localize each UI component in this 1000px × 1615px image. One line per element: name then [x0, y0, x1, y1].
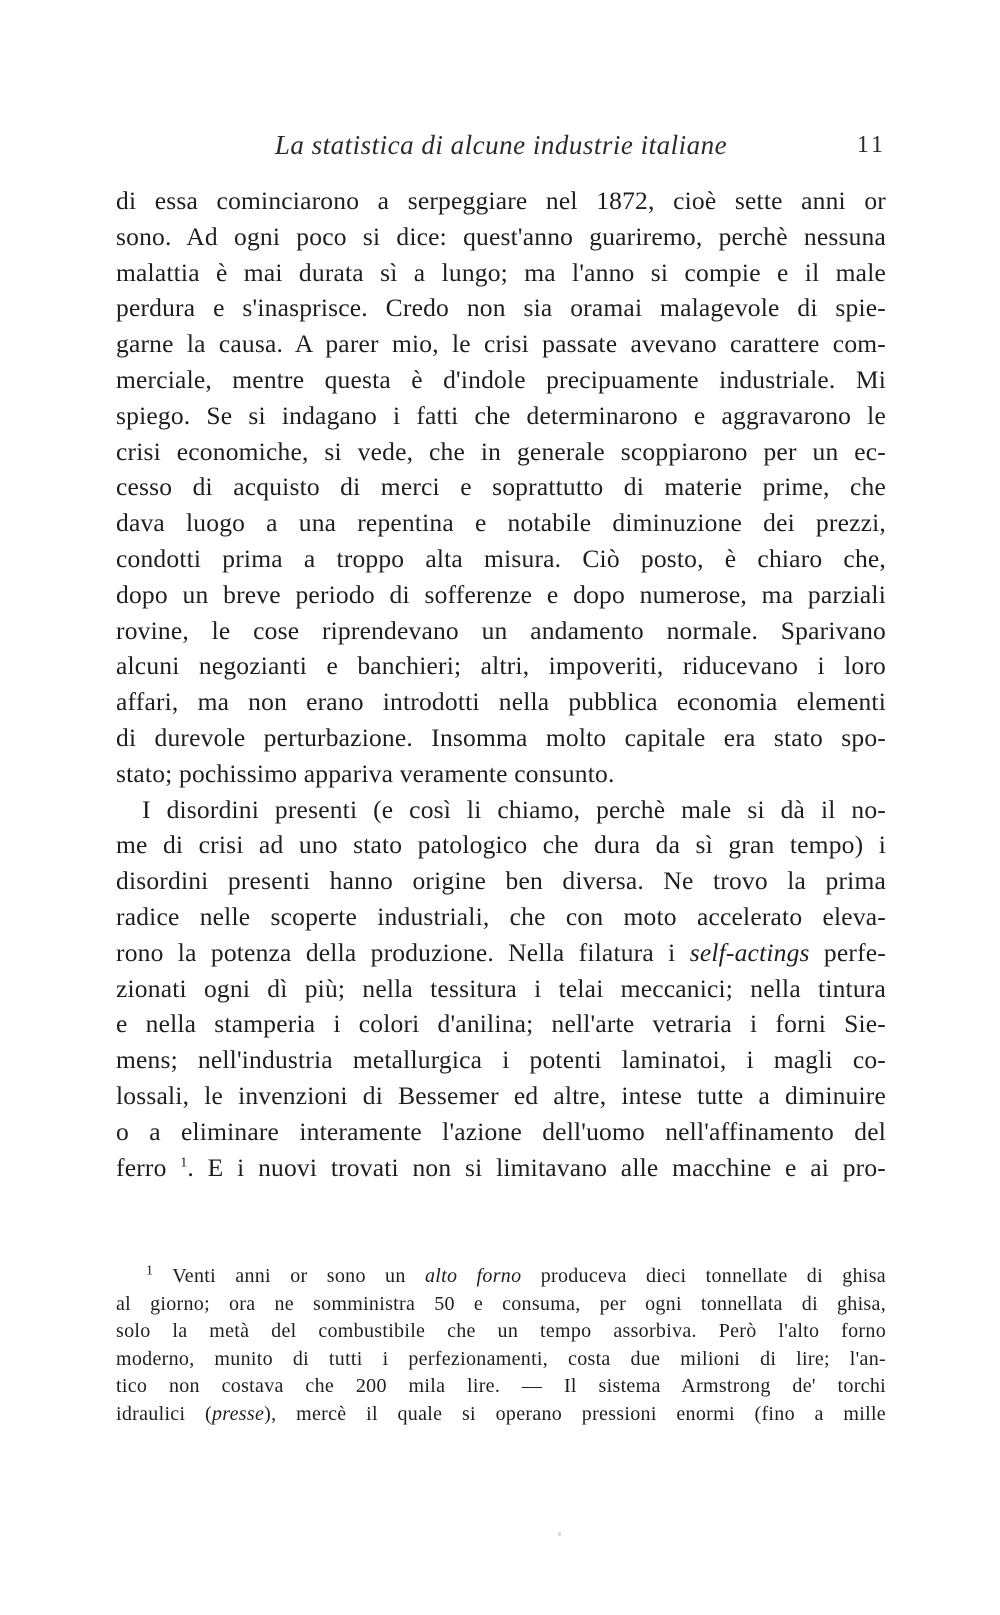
footnotes	[116, 1263, 886, 1429]
text-segment: rono la potenza della produzione. Nella filatura i	[116, 937, 690, 967]
text-line: mens; nell'industria metallurgica i potenti laminatoi, i magli co-	[116, 1045, 886, 1075]
text-line: crisi economiche, si vede, che in generale scoppiarono per un ec-	[116, 436, 886, 466]
text-segment: perfe-	[809, 937, 886, 967]
text-line: stato; pochissimo appariva veramente consunto.	[116, 758, 615, 788]
text-line: affari, ma non erano introdotti nella pubblica economia elementi	[116, 687, 886, 717]
text-line: disordini presenti hanno origine ben diversa. Ne trovo la prima	[116, 866, 886, 896]
text-line: spiego. Se si indagano i fatti che determinarono e aggravarono le	[116, 400, 886, 430]
running-title: La statistica di alcune industrie italiane	[274, 130, 728, 160]
text-segment: . E i nuovi trovati non si limitavano alle macchine e ai pro-	[187, 1152, 886, 1182]
footnote-line	[116, 1263, 886, 1291]
text-line: I disordini presenti (e così li chiamo, perchè male si dà il no-	[142, 794, 886, 824]
text-segment: idraulici (	[116, 1402, 212, 1425]
text-line: lossali, le invenzioni di Bessemer ed altre, intese tutte a diminuire	[116, 1080, 886, 1110]
footnote-line: al giorno; ora ne somministra 50 e consuma, per ogni tonnellata di ghisa,	[116, 1292, 886, 1315]
footnote-line	[116, 1401, 886, 1429]
text-line: dopo un breve periodo di sofferenze e dopo numerose, ma parziali	[116, 579, 886, 609]
text-line: condotti prima a troppo alta misura. Ciò posto, è chiaro che,	[116, 543, 886, 573]
text-line: garne la causa. A parer mio, le crisi passate avevano carattere com-	[116, 329, 886, 359]
footnote-line: solo la metà del combustibile che un tempo assorbiva. Però l'alto forno	[116, 1320, 886, 1343]
text-line: zionati ogni dì più; nella tessitura i telai meccanici; nella tintura	[116, 973, 886, 1003]
text-line: dava luogo a una repentina e notabile diminuzione dei prezzi,	[116, 508, 886, 538]
text-line: merciale, mentre questa è d'indole precipuamente industriale. Mi	[116, 364, 886, 394]
footnote-reference: 1	[180, 1155, 188, 1171]
footnote-line: moderno, munito di tutti i perfezionamenti, costa due milioni di lire; l'an-	[116, 1347, 886, 1370]
body-text	[116, 183, 886, 1185]
text-line: perdura e s'inasprisce. Credo non sia oramai malagevole di spie-	[116, 293, 886, 323]
text-segment: produceva dieci tonnellate di ghisa	[521, 1265, 886, 1287]
italic-term: alto forno	[424, 1265, 522, 1287]
text-line: e nella stamperia i colori d'anilina; nell'arte vetraria i forni Sie-	[116, 1009, 886, 1039]
text-line: alcuni negozianti e banchieri; altri, impoveriti, riducevano i loro	[116, 651, 886, 681]
running-head	[116, 130, 886, 164]
text-segment: ferro	[116, 1152, 181, 1182]
footnote-marker: 1	[146, 1263, 154, 1279]
text-line: sono. Ad ogni poco si dice: quest'anno guariremo, perchè nessuna	[116, 221, 886, 251]
text-segment: Venti anni or sono un	[172, 1265, 425, 1287]
italic-term: self-actings	[689, 937, 810, 967]
text-line: me di crisi ad uno stato patologico che dura da sì gran tempo) i	[116, 830, 886, 860]
text-line: di durevole perturbazione. Insomma molto capitale era stato spo-	[116, 722, 886, 752]
text-line: radice nelle scoperte industriali, che con moto accelerato eleva-	[116, 901, 886, 931]
footnote-line: tico non costava che 200 mila lire. — Il sistema Armstrong de' torchi	[116, 1375, 886, 1398]
page-number: 11	[856, 132, 886, 158]
text-line: cesso di acquisto di merci e soprattutto di materie prime, che	[116, 472, 886, 502]
text-line	[116, 935, 886, 971]
text-segment: ), mercè il quale si operano pressioni enormi (fino a mille	[264, 1402, 886, 1425]
text-line: o a eliminare interamente l'azione dell'uomo nell'affinamento del	[116, 1116, 886, 1146]
text-line: rovine, le cose riprendevano un andamento normale. Sparivano	[116, 615, 886, 645]
text-line: malattia è mai durata sì a lungo; ma l'anno si compie e il male	[116, 257, 886, 287]
text-line: di essa cominciarono a serpeggiare nel 1872, cioè sette anni or	[116, 186, 886, 215]
italic-term: presse	[211, 1402, 265, 1425]
ink-speck	[558, 1532, 561, 1536]
text-line	[116, 1150, 886, 1186]
